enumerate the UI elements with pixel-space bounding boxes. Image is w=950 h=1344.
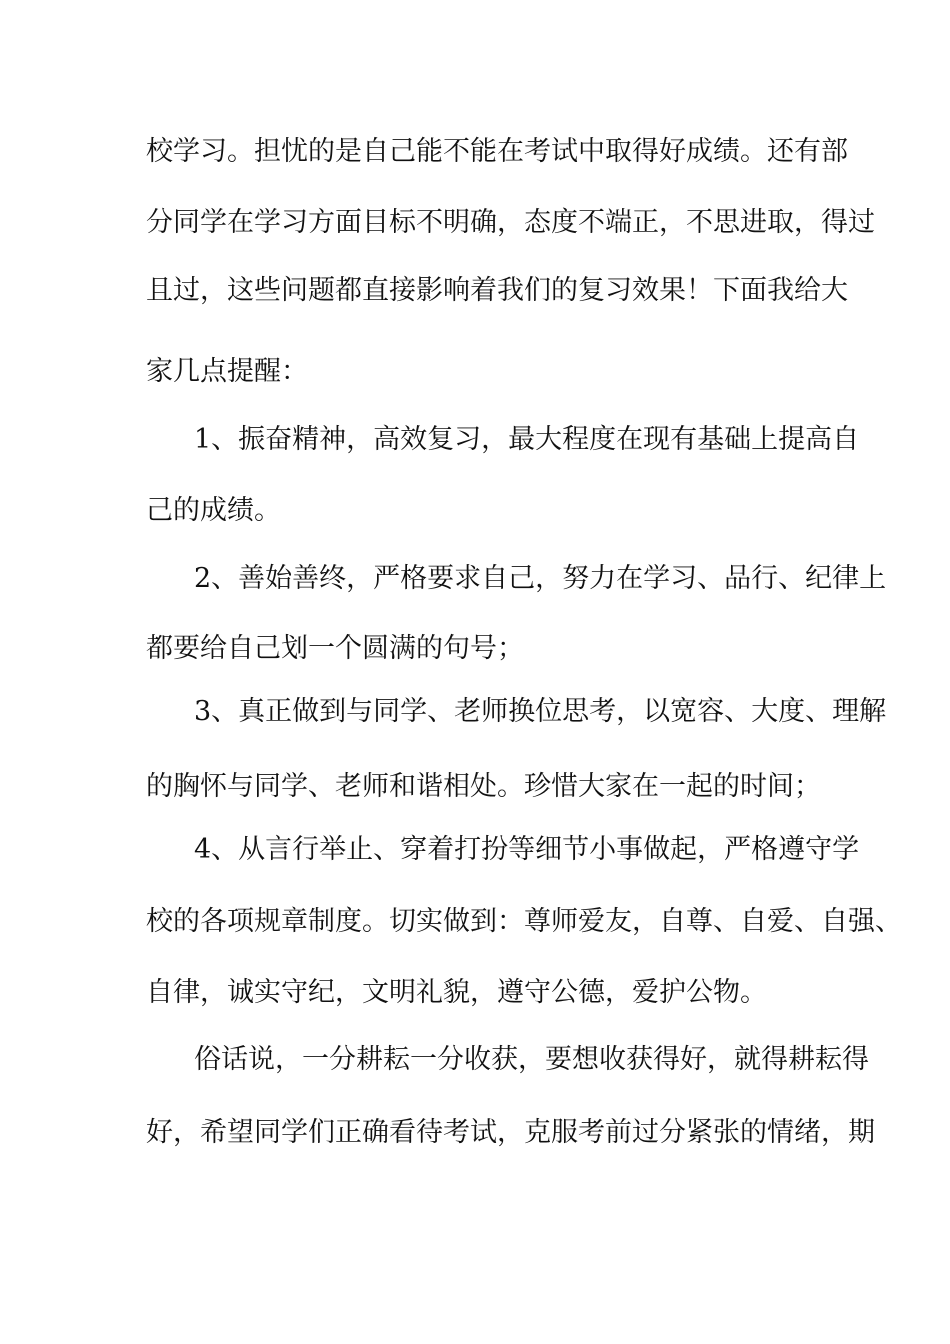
text-line-5: 1、振奋精神，高效复习，最大程度在现有基础上提高自 <box>194 424 860 455</box>
text-line-8: 都要给自己划一个圆满的句号； <box>146 633 524 664</box>
text-line-4: 家几点提醒： <box>146 356 308 387</box>
text-line-1: 校学习。担忧的是自己能不能在考试中取得好成绩。还有部 <box>146 136 848 167</box>
text-line-10: 的胸怀与同学、老师和谐相处。珍惜大家在一起的时间； <box>146 771 821 802</box>
text-line-14: 俗话说，一分耕耘一分收获，要想收获得好，就得耕耘得 <box>194 1044 869 1075</box>
text-line-11: 4、从言行举止、穿着打扮等细节小事做起，严格遵守学 <box>194 834 860 865</box>
text-line-9: 3、真正做到与同学、老师换位思考，以宽容、大度、理解 <box>194 696 887 727</box>
text-line-15: 好，希望同学们正确看待考试，克服考前过分紧张的情绪，期 <box>146 1117 875 1148</box>
text-line-6: 己的成绩。 <box>146 495 281 526</box>
text-line-12: 校的各项规章制度。切实做到：尊师爱友，自尊、自爱、自强、 <box>146 906 902 937</box>
text-line-7: 2、善始善终，严格要求自己，努力在学习、品行、纪律上 <box>194 563 887 594</box>
text-line-2: 分同学在学习方面目标不明确，态度不端正，不思进取，得过 <box>146 207 875 238</box>
text-line-3: 且过，这些问题都直接影响着我们的复习效果！下面我给大 <box>146 275 848 306</box>
text-line-13: 自律，诚实守纪，文明礼貌，遵守公德，爱护公物。 <box>146 977 767 1008</box>
